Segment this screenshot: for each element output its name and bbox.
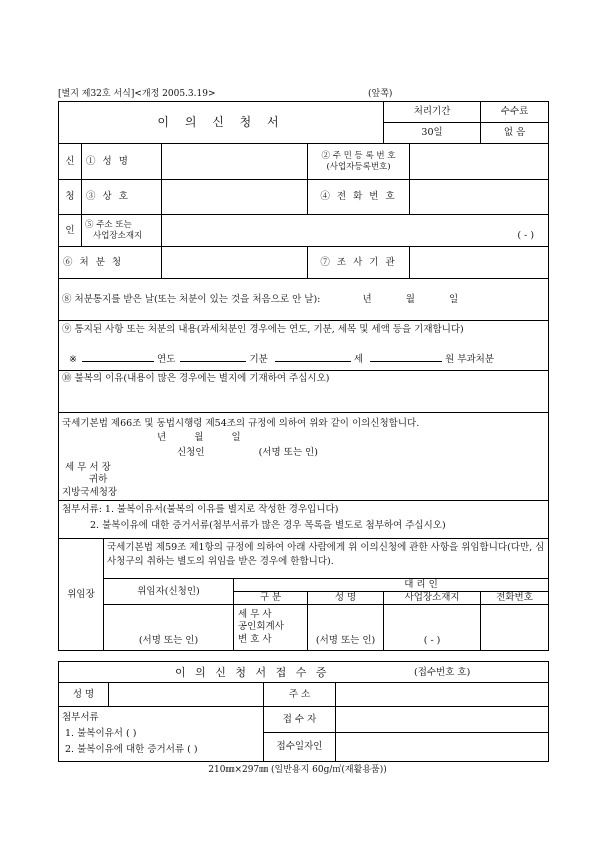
receipt-attachments-cell	[59, 707, 264, 762]
col-phone-label: 전화번호	[481, 592, 549, 605]
declaration-sign: (서명 또는 인)	[258, 447, 318, 458]
applicant-side-char-3: 인	[59, 215, 82, 247]
paper-spec-footer: 210㎜×297㎜ (일반용지 60g/㎡(재활용품))	[208, 765, 387, 775]
applicant-side-char-2: 청	[59, 180, 82, 215]
declaration-applicant[interactable]	[177, 447, 318, 459]
content-tax: 세	[353, 354, 364, 365]
col-address-label: 사업장소재지	[384, 592, 481, 605]
agent-type-tax-accountant: 세 무 사	[238, 608, 272, 620]
agent-address-cell[interactable]	[384, 605, 481, 651]
receipt-attach-1: 1. 불복이유서 ( )	[65, 728, 137, 740]
notice-day: 일	[448, 293, 459, 305]
rrn-label-main: ② 주 민 등 록 번 호	[321, 150, 396, 161]
trade-name-input[interactable]	[162, 180, 308, 215]
attachments-line2: 2. 불복이유에 대한 증거서류(첨부서류가 많은 경우 목록을 별도로 첨부하여 주십시오)	[90, 519, 446, 531]
delegator-sign: (서명 또는 인)	[138, 635, 199, 647]
form-title: 이 의 신 청 서	[59, 102, 384, 144]
receipt-attach-2: 2. 불복이유에 대한 증거서류 ( )	[65, 744, 198, 756]
auditor-input[interactable]	[410, 247, 549, 279]
agent-sign: (서명 또는 인)	[315, 635, 376, 647]
processing-period-value: 30일	[384, 123, 481, 144]
receipt-number: (접수번호 호)	[414, 667, 471, 678]
declaration-year: 년	[157, 432, 167, 443]
declaration-date	[157, 432, 241, 444]
receipt-address-label: 주 소	[264, 683, 336, 707]
processing-period-label: 처리기간	[384, 102, 481, 123]
name-label: ① 성 명	[82, 144, 162, 180]
receipt-attach-label: 첨부서류	[62, 712, 99, 723]
address-label	[82, 215, 162, 247]
receipt-title: 이 의 신 청 서 접 수 증	[175, 666, 330, 679]
addressee-honorific: 귀하	[89, 474, 108, 485]
receipt-receiver-input[interactable]	[336, 707, 549, 733]
receipt-date-input[interactable]	[336, 733, 549, 762]
content-amount: 원 부과처분	[445, 354, 495, 365]
rrn-label	[308, 144, 410, 180]
declaration-cell	[59, 413, 549, 501]
delegator-label: 위임자(신청인)	[104, 579, 234, 605]
page-side: (앞쪽)	[368, 89, 393, 99]
receipt-receiver-label: 접 수 자	[264, 707, 336, 733]
reason-cell[interactable]	[59, 371, 549, 413]
receipt-address-input[interactable]	[336, 683, 549, 707]
fee-label: 수수료	[481, 102, 549, 123]
trade-name-label: ③ 상 호	[82, 180, 162, 215]
disposition-content-line	[69, 354, 494, 366]
agent-name-cell[interactable]	[308, 605, 384, 651]
rrn-input[interactable]	[410, 144, 549, 180]
form-header	[58, 86, 548, 100]
notice-date-row[interactable]	[59, 279, 549, 321]
address-label-line1: ⑤ 주소 또는	[85, 219, 132, 230]
phone-input[interactable]	[410, 180, 549, 215]
agent-type-lawyer: 변 호 사	[238, 633, 272, 645]
attachments-line1: 첨부서류: 1. 불복이유서(불복의 이유를 별지로 작성한 경우입니다)	[62, 504, 339, 515]
notice-date-label: ⑧ 처분통지를 받은 날(또는 처분이 있는 것을 처음으로 안 날):	[62, 293, 321, 305]
content-year: 연도	[157, 354, 176, 365]
disposition-office-input[interactable]	[162, 247, 308, 279]
address-phone-paren: ( - )	[517, 230, 535, 242]
declaration-applicant-label: 신청인	[177, 447, 205, 458]
receipt-name-label: 성 명	[59, 683, 109, 707]
disposition-content-cell[interactable]	[59, 321, 549, 371]
address-input[interactable]	[162, 215, 549, 247]
declaration-text: 국세기본법 제66조 및 동법시행령 제54조의 규정에 의하여 위와 같이 이의신청합니다.	[62, 418, 420, 429]
agent-phone-paren: ( - )	[423, 635, 441, 647]
delegation-side-label: 위임장	[59, 539, 104, 651]
receipt-table	[58, 661, 549, 762]
addressee-regional-office: 지방국세청장	[62, 487, 118, 498]
content-star: ※	[69, 354, 77, 365]
address-label-line2: 사업장소재지	[93, 230, 143, 241]
disposition-office-label: ⑥ 처 분 청	[59, 247, 162, 279]
phone-label: ④ 전 화 번 호	[308, 180, 410, 215]
receipt-name-input[interactable]	[109, 683, 264, 707]
delegator-sign-cell[interactable]	[104, 605, 234, 651]
agent-type-cell	[234, 605, 308, 651]
addressee-tax-office: 세 무 서 장	[65, 462, 111, 473]
notice-month: 월	[405, 293, 415, 305]
receipt-date-label: 접수일자인	[264, 733, 336, 762]
declaration-month: 월	[194, 432, 204, 443]
application-form-table	[58, 101, 549, 651]
agent-label: 대 리 인	[234, 579, 549, 592]
notice-year: 년	[362, 293, 372, 305]
attachments-cell	[59, 501, 549, 539]
auditor-label: ⑦ 조 사 기 관	[308, 247, 410, 279]
delegation-text: 국세기본법 제59조 제1항의 규정에 의하여 아래 사람에게 위 이의신청에 관한 사항을 위임합니다(다만, 심사청구의 취하는 별도의 위임을 받은 경우에 한합니다).	[104, 539, 549, 579]
col-type-label: 구 분	[234, 592, 308, 605]
name-input[interactable]	[162, 144, 308, 180]
agent-phone-cell[interactable]	[481, 605, 549, 651]
receipt-title-cell	[59, 662, 549, 683]
form-number: [별지 제32호 서식]<개정 2005.3.19>	[58, 89, 216, 99]
applicant-side-char-1: 신	[59, 144, 82, 180]
disposition-content-label: ⑨ 통지된 사항 또는 처분의 내용(과세처분인 경우에는 연도, 기분, 세목 및 세액 등을 기재합니다)	[62, 324, 464, 335]
content-period: 기분	[249, 354, 268, 365]
rrn-label-sub: (사업자등록번호)	[326, 161, 391, 172]
agent-type-cpa: 공인회계사	[238, 621, 284, 633]
col-name-label: 성 명	[308, 592, 384, 605]
reason-label: ⑩ 불복의 이유(내용이 많은 경우에는 별지에 기재하여 주십시오)	[62, 373, 330, 384]
declaration-day: 일	[231, 432, 241, 443]
fee-value: 없 음	[481, 123, 549, 144]
